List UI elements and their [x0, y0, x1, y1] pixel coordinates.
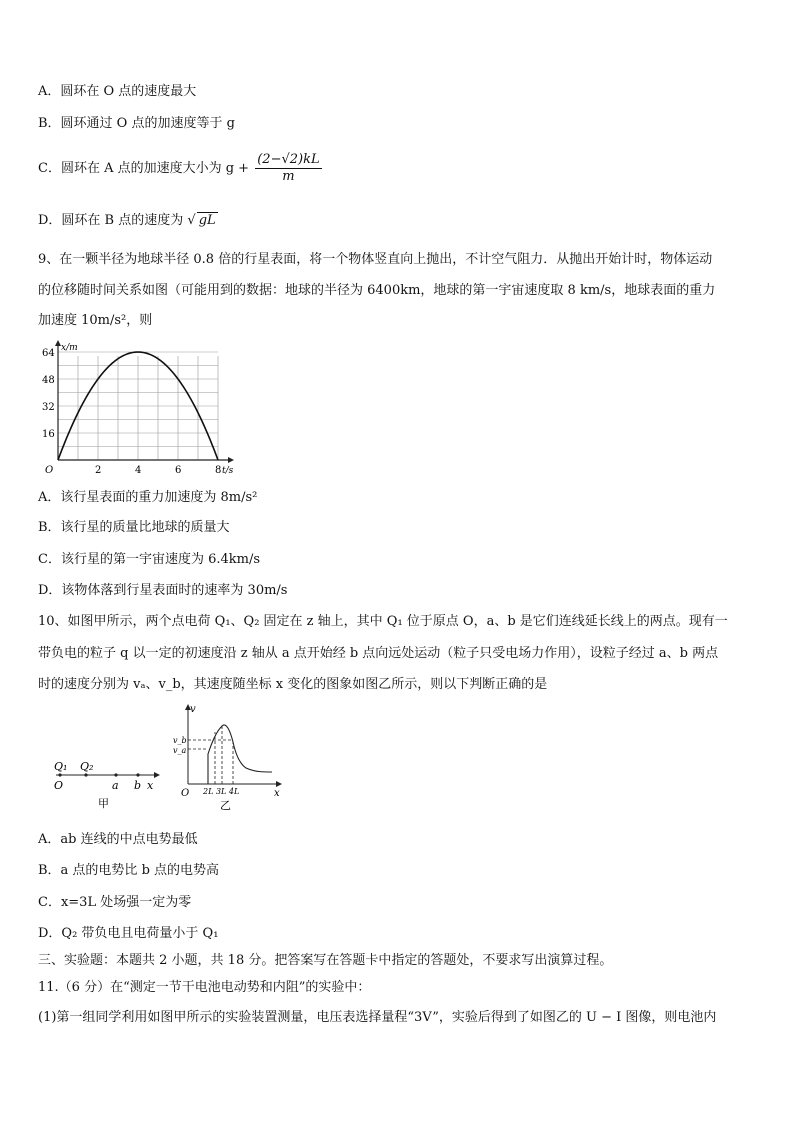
q9-stem-line3: 加速度 10m/s²，则 [38, 313, 153, 328]
x-tick-label: 2 [95, 465, 102, 475]
label-origin: O [54, 779, 64, 792]
q11-part1: (1)第一组同学利用如图甲所示的实验装置测量，电压表选择量程“3V”，实验后得到了如图乙的 U − I 图像，则电池内 [38, 1010, 717, 1025]
q10-figure-yi [172, 702, 287, 814]
x-axis-label: t/s [222, 466, 234, 475]
q9-option-a: A．该行星表面的重力加速度为 8m/s² [38, 490, 258, 505]
y-tick-label: 48 [42, 375, 55, 386]
velocity-curve [208, 725, 272, 784]
label-q2: Q₂ [80, 760, 94, 773]
label-x: x [274, 788, 280, 799]
a-point [114, 773, 117, 776]
fraction-denominator: m [282, 169, 295, 184]
q9-displacement-time-chart [38, 340, 238, 475]
x-tick-label: 6 [175, 465, 182, 475]
q9-option-c: C．该行星的第一宇宙速度为 6.4km/s [38, 552, 261, 567]
q8-option-c-fraction [255, 152, 321, 185]
q8-option-c [38, 152, 322, 185]
x-tick-label: 8 [215, 465, 222, 475]
section-3-heading: 三、实验题：本题共 2 小题，共 18 分。把答案写在答题卡中指定的答题处，不要求写出演算过程。 [38, 953, 613, 968]
origin-label: O [45, 465, 54, 475]
q10-option-b: B．a 点的电势比 b 点的电势高 [38, 863, 220, 878]
b-point [136, 773, 139, 776]
q10-option-a: A．ab 连线的中点电势最低 [38, 832, 198, 847]
fraction-numerator: (2−√2)kL [257, 152, 320, 167]
x-axis-arrow-icon [228, 457, 234, 463]
label-x: x [147, 779, 154, 792]
q10-option-d: D．Q₂ 带负电且电荷量小于 Q₁ [38, 926, 219, 941]
x-tick-label: 4 [135, 465, 142, 475]
label-v: v [190, 704, 196, 715]
q10-stem-line2: 带负电的粒子 q 以一定的初速度沿 z 轴从 a 点开始经 b 点向远处运动（粒子只受电场力作用），设粒子经过 a、b 两点 [38, 646, 719, 661]
label-q1: Q₁ [54, 760, 68, 773]
q9-stem-line1: 9、在一颗半径为地球半径 0.8 倍的行星表面，将一个物体竖直向上抛出，不计空气阻力．从抛出开始计时，物体运动 [38, 252, 713, 267]
q9-option-b: B．该行星的质量比地球的质量大 [38, 520, 230, 535]
q8-option-c-text: C．圆环在 A 点的加速度大小为 g + [38, 161, 250, 176]
label-ticks: 2L 3L 4L [203, 787, 240, 796]
label-a: a [112, 779, 119, 792]
caption-jia: 甲 [98, 797, 109, 810]
q9-option-d: D．该物体落到行星表面时的速率为 30m/s [38, 583, 288, 598]
label-va: v_a [173, 746, 187, 755]
q8-option-d-radicand: gL [198, 213, 216, 228]
y-tick-label: 16 [42, 429, 55, 440]
q10-figure-jia [48, 755, 168, 815]
label-origin: O [181, 788, 190, 799]
q8-option-a: A．圆环在 O 点的速度最大 [38, 84, 197, 99]
q9-stem-line2: 的位移随时间关系如图（可能用到的数据：地球的半径为 6400km，地球的第一宇宙速度取 8 km/s，地球表面的重力 [38, 283, 716, 298]
q8-option-d [38, 212, 218, 229]
y-tick-label: 32 [42, 402, 55, 413]
q2-point [84, 773, 87, 776]
sqrt-icon: √ [187, 213, 196, 228]
q8-option-d-text: D．圆环在 B 点的速度为 [38, 213, 184, 228]
q8-option-b: B．圆环通过 O 点的加速度等于 g [38, 116, 235, 131]
q10-stem-line3: 时的速度分别为 vₐ、v_b，其速度随坐标 x 变化的图象如图乙所示，则以下判断正确的是 [38, 677, 548, 692]
x-axis-arrow-icon [154, 772, 160, 778]
q10-option-c: C．x=3L 处场强一定为零 [38, 895, 192, 910]
q11-stem: 11.（6 分）在“测定一节干电池电动势和内阻”的实验中： [38, 980, 371, 995]
caption-yi: 乙 [220, 799, 231, 812]
y-tick-label: 64 [42, 348, 55, 359]
q10-stem-line1: 10、如图甲所示，两个点电荷 Q₁、Q₂ 固定在 z 轴上，其中 Q₁ 位于原点 O，a、b 是它们连线延长线上的两点。现有一 [38, 614, 728, 629]
x-axis-arrow-icon [276, 781, 282, 787]
label-vb: v_b [173, 736, 187, 745]
y-axis-label: x/m [61, 343, 78, 353]
q1-point [58, 773, 61, 776]
label-b: b [134, 779, 142, 792]
